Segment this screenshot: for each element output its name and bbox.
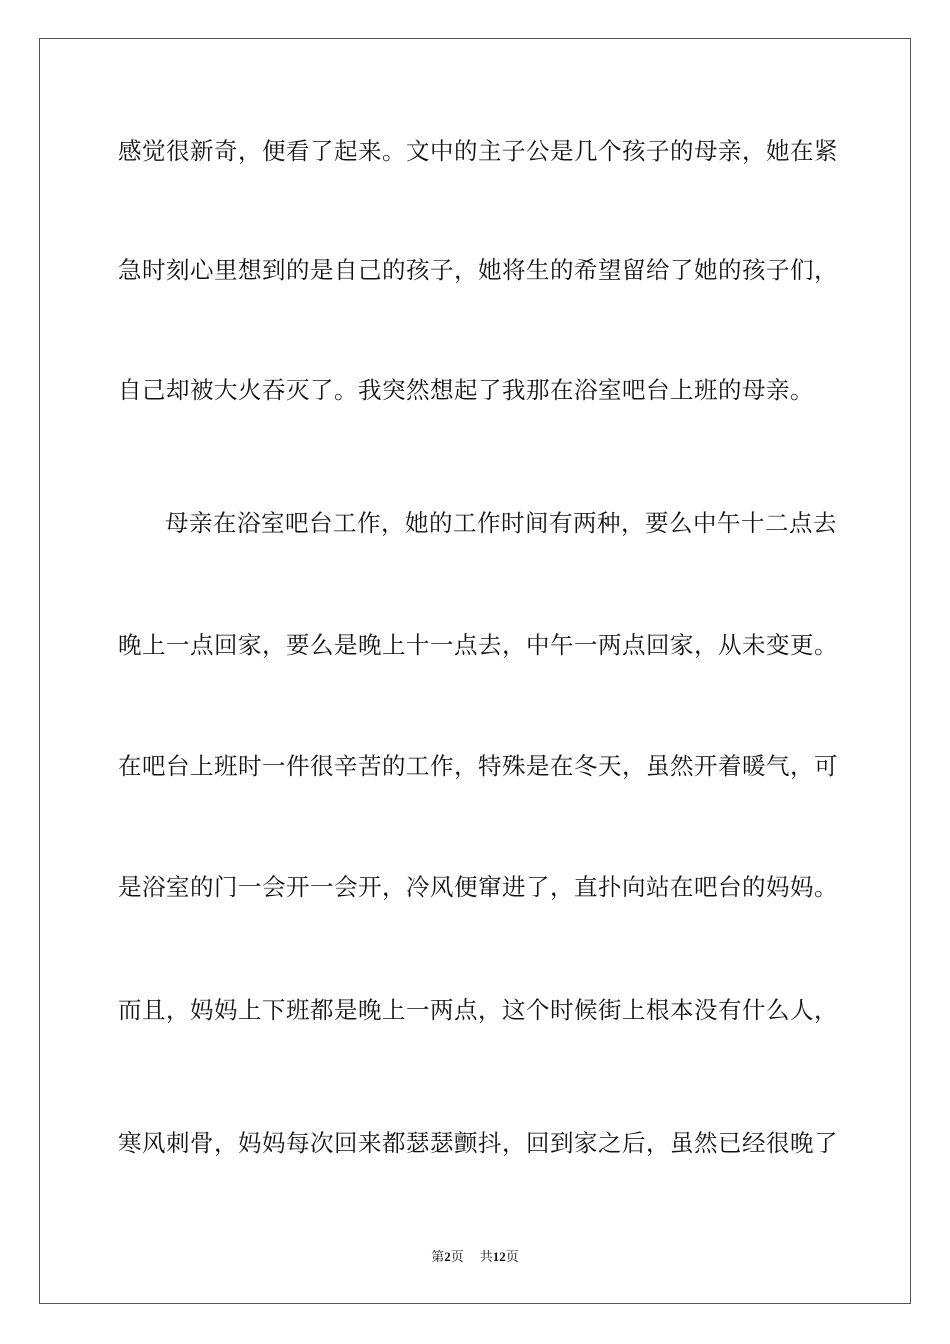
page-footer: [0, 1248, 950, 1267]
body-line-7: 是浴室的门一会开一会开，冷风便窜进了，直扑向站在吧台的妈妈。: [118, 873, 838, 901]
body-line-6: 在吧台上班时一件很辛苦的工作，特殊是在冬天，虽然开着暖气，可: [118, 752, 838, 780]
body-line-5: 晚上一点回家，要么是晚上十一点去，中午一两点回家，从未变更。: [118, 631, 838, 659]
body-line-1: 感觉很新奇，便看了起来。文中的主子公是几个孩子的母亲，她在紧: [118, 137, 838, 165]
body-line-2: 急时刻心里想到的是自己的孩子，她将生的希望留给了她的孩子们，: [118, 256, 838, 284]
footer-page-suffix: 页: [450, 1250, 464, 1265]
page-border: [39, 38, 911, 1304]
footer-page-prefix: 第: [431, 1250, 445, 1265]
footer-total-prefix: 共: [479, 1250, 493, 1265]
footer-page-total: 12: [492, 1249, 506, 1264]
body-line-8: 而且，妈妈上下班都是晚上一两点，这个时候街上根本没有什么人，: [118, 996, 838, 1024]
body-line-9: 寒风刺骨，妈妈每次回来都瑟瑟颤抖，回到家之后，虽然已经很晚了: [118, 1129, 838, 1157]
footer-page-current: 2: [444, 1249, 451, 1264]
body-line-4: 母亲在浴室吧台工作，她的工作时间有两种，要么中午十二点去: [165, 509, 837, 537]
body-line-3: 自己却被大火吞灭了。我突然想起了我那在浴室吧台上班的母亲。: [118, 376, 814, 404]
footer-total-suffix: 页: [505, 1250, 519, 1265]
